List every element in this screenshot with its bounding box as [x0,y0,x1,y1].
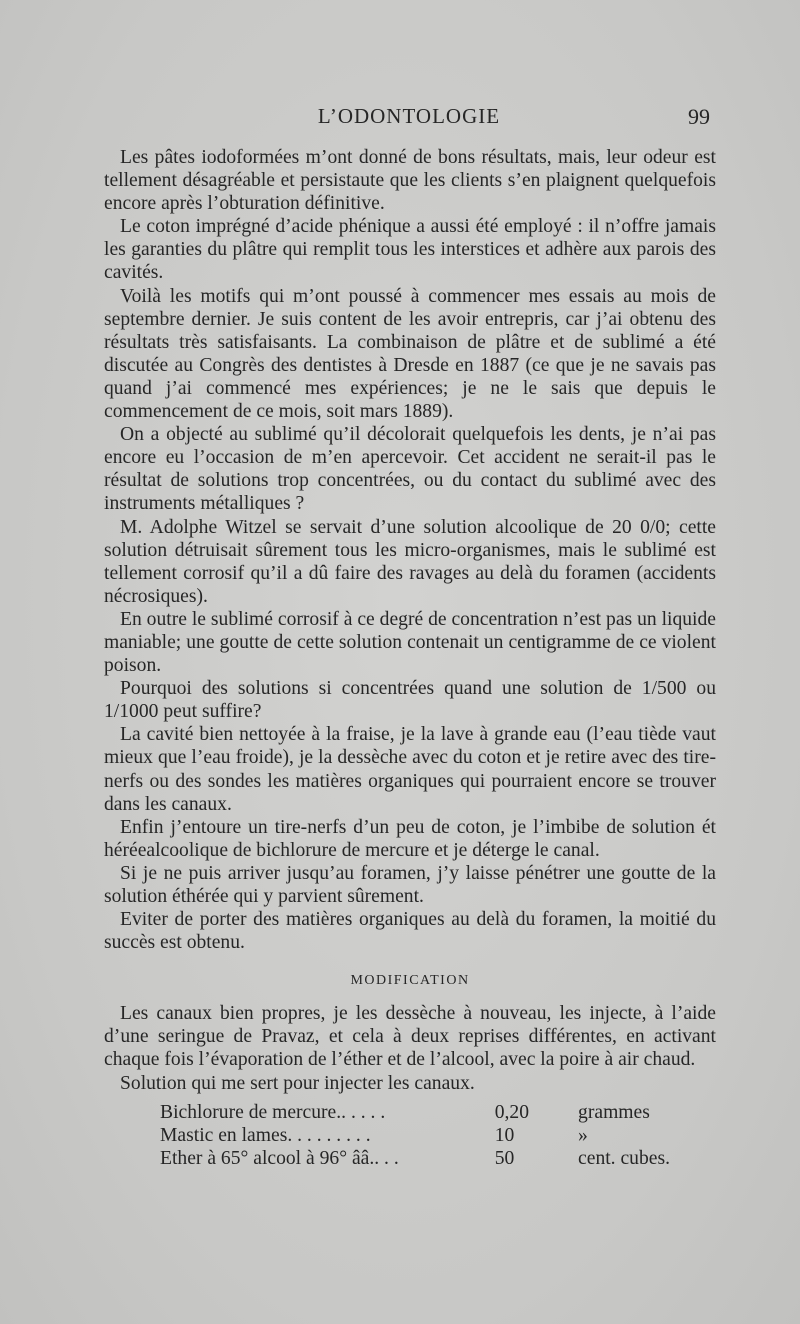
recipe-row [160,1147,670,1170]
recipe-table [160,1101,670,1170]
paragraph: Eviter de porter des matières organiques au delà du foramen, la moitié du succès est obtenu. [104,909,716,954]
paragraph: On a objecté au sublimé qu’il décolorait quelquefois les dents, je n’ai pas encore eu l’occasion de m’en apercevoir. Cet accident ne serait-il pas le résultat de solutions trop concentrées, ou du contact du sublimé avec des instruments métalliques ? [104,424,716,515]
section-heading: MODIFICATION [350,973,470,989]
running-header [106,100,712,134]
recipe-row [160,1101,670,1124]
paragraph: Les pâtes iodoformées m’ont donné de bons résultats, mais, leur odeur est tellement désagréable et persistaute que les clients s’en plaignent quelquefois encore après l’obturation définitive. [104,147,716,215]
running-title: L’ODONTOLOGIE [317,104,501,128]
ingredient-unit: cent. cubes. [578,1147,670,1169]
ingredient-name: Bichlorure de mercure.. . . . . [160,1101,386,1123]
paragraph: En outre le sublimé corrosif à ce degré de concentration n’est pas un liquide maniable; une goutte de cette solution contenait un centigramme de ce violent poison. [104,608,716,677]
ingredient-quantity: 0,20 [494,1101,529,1123]
paragraph: Les canaux bien propres, je les dessèche à nouveau, les injecte, à l’aide d’une seringue de Pravaz, et cela à deux reprises différentes, en activant chaque fois l’évaporation de l’éther et de l’alcool, avec la poire à air chaud. [104,1003,716,1071]
ingredient-unit: » [578,1124,588,1146]
ingredient-quantity: 10 [494,1124,515,1146]
ingredient-name: Ether à 65° alcool à 96° ââ.. . . [160,1147,399,1169]
paragraph: Pourquoi des solutions si concentrées quand une solution de 1/500 ou 1/1000 peut suffire? [104,678,716,723]
paragraph: Voilà les motifs qui m’ont poussé à commencer mes essais au mois de septembre dernier. Je suis content de les avoir entrepris, car j’ai obtenu des résultats très satisfaisants. La combinaison de plâtre et de sublimé a été discutée au Congrès des dentistes à Dresde en 1887 (ce que je ne savais pas quand j’ai commencé mes expériences; je ne le sais que depuis le commencement de ce mois, soit mars 1889). [104,285,716,423]
ingredient-unit: grammes [578,1101,650,1123]
paragraph: Enfin j’entoure un tire-nerfs d’un peu de coton, je l’imbibe de solution ét héréealcoolique de bichlorure de mercure et je déterge le canal. [104,816,716,861]
recipe-row [160,1124,670,1147]
paragraph: Si je ne puis arriver jusqu’au foramen, j’y laisse pénétrer une goutte de la solution éthérée qui y parvient sûrement. [104,862,716,907]
paragraph: Le coton imprégné d’acide phénique a aussi été employé : il n’offre jamais les garanties du plâtre qui remplit tous les interstices et adhère aux parois des cavités. [104,216,716,284]
paragraph: M. Adolphe Witzel se servait d’une solution alcoolique de 20 0/0; cette solution détruisait sûrement tous les micro-organismes, mais le sublimé est tellement corrosif qu’il a dû faire des ravages au delà du foramen (accidents nécrosiques). [104,516,716,607]
ingredient-name: Mastic en lames. . . . . . . . . [160,1124,371,1146]
body-text [104,146,716,1170]
paragraph: Solution qui me sert pour injecter les canaux. [120,1072,475,1094]
page-number: 99 [688,104,710,129]
ingredient-quantity: 50 [494,1147,515,1169]
paragraph: La cavité bien nettoyée à la fraise, je la lave à grande eau (l’eau tiède vaut mieux que l’eau froide), je la dessèche avec du coton et je retire avec des tire-nerfs ou des sondes les matières organiques qui pourraient encore se trouver dans les canaux. [104,724,716,815]
